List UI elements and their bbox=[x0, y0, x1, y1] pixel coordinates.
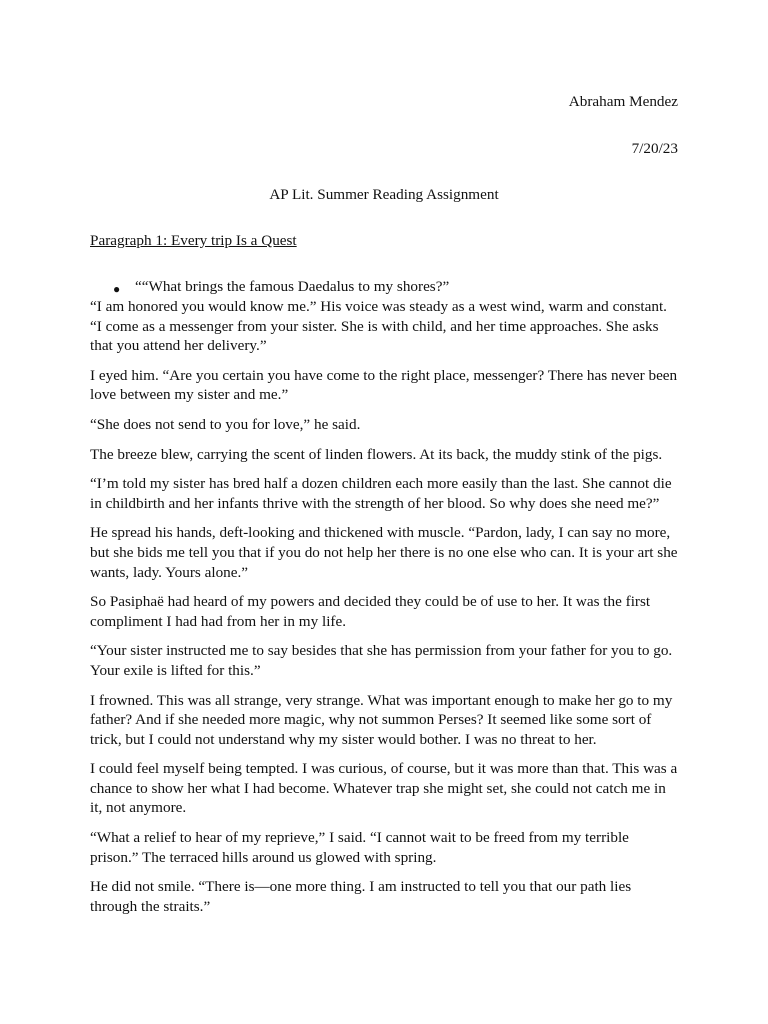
document-title: AP Lit. Summer Reading Assignment bbox=[269, 186, 499, 203]
bullet-quote: ““What brings the famous Daedalus to my shores?” bbox=[135, 278, 450, 295]
paragraph: “She does not send to you for love,” he said. bbox=[90, 415, 361, 433]
bullet-icon: ● bbox=[113, 282, 121, 296]
section-heading: Paragraph 1: Every trip Is a Quest bbox=[90, 232, 297, 249]
paragraph: “I am honored you would know me.” His voice was steady as a west wind, warm and constant. “I come as a messenger from your sister. She is with child, and her time approaches. She asks that you attend her delivery.” bbox=[90, 298, 667, 355]
paragraph: He did not smile. “There is—one more thing. I am instructed to tell you that our path lies through the straits.” bbox=[90, 878, 632, 915]
paragraph: “What a relief to hear of my reprieve,” I said. “I cannot wait to be freed from my terrible prison.” The terraced hills around us glowed with spring. bbox=[90, 829, 629, 866]
paragraph: I could feel myself being tempted. I was curious, of course, but it was more than that. This was a chance to show her what I had become. Whatever trap she might set, she could not catch me in it, not anymore. bbox=[90, 760, 678, 817]
paragraph: The breeze blew, carrying the scent of linden flowers. At its back, the muddy stink of the pigs. bbox=[90, 445, 663, 463]
paragraph: So Pasiphaë had heard of my powers and decided they could be of use to her. It was the first compliment I had had from her in my life. bbox=[90, 593, 651, 630]
document-date: 7/20/23 bbox=[631, 140, 678, 157]
body-text bbox=[90, 297, 680, 926]
paragraph: “I’m told my sister has bred half a dozen children each more easily than the last. She cannot die in childbirth and her infants thrive with the strength of her blood. So why does she need me?” bbox=[90, 475, 672, 512]
paragraph: He spread his hands, deft-looking and thickened with muscle. “Pardon, lady, I can say no more, but she bids me tell you that if you do not help her there is no one else who can. It is your art she wants, lady. Yours alone.” bbox=[90, 524, 678, 581]
author-name: Abraham Mendez bbox=[568, 93, 678, 110]
paragraph: I eyed him. “Are you certain you have come to the right place, messenger? There has never been love between my sister and me.” bbox=[90, 366, 678, 404]
paragraph: “Your sister instructed me to say besides that she has permission from your father for you to go. Your exile is lifted for this.” bbox=[90, 642, 673, 679]
paragraph: I frowned. This was all strange, very strange. What was important enough to make her go to my father? And if she needed more magic, why not summon Perses? It seemed like some sort of trick, but I could not understand why my sister would bother. I was no threat to her. bbox=[90, 691, 673, 748]
